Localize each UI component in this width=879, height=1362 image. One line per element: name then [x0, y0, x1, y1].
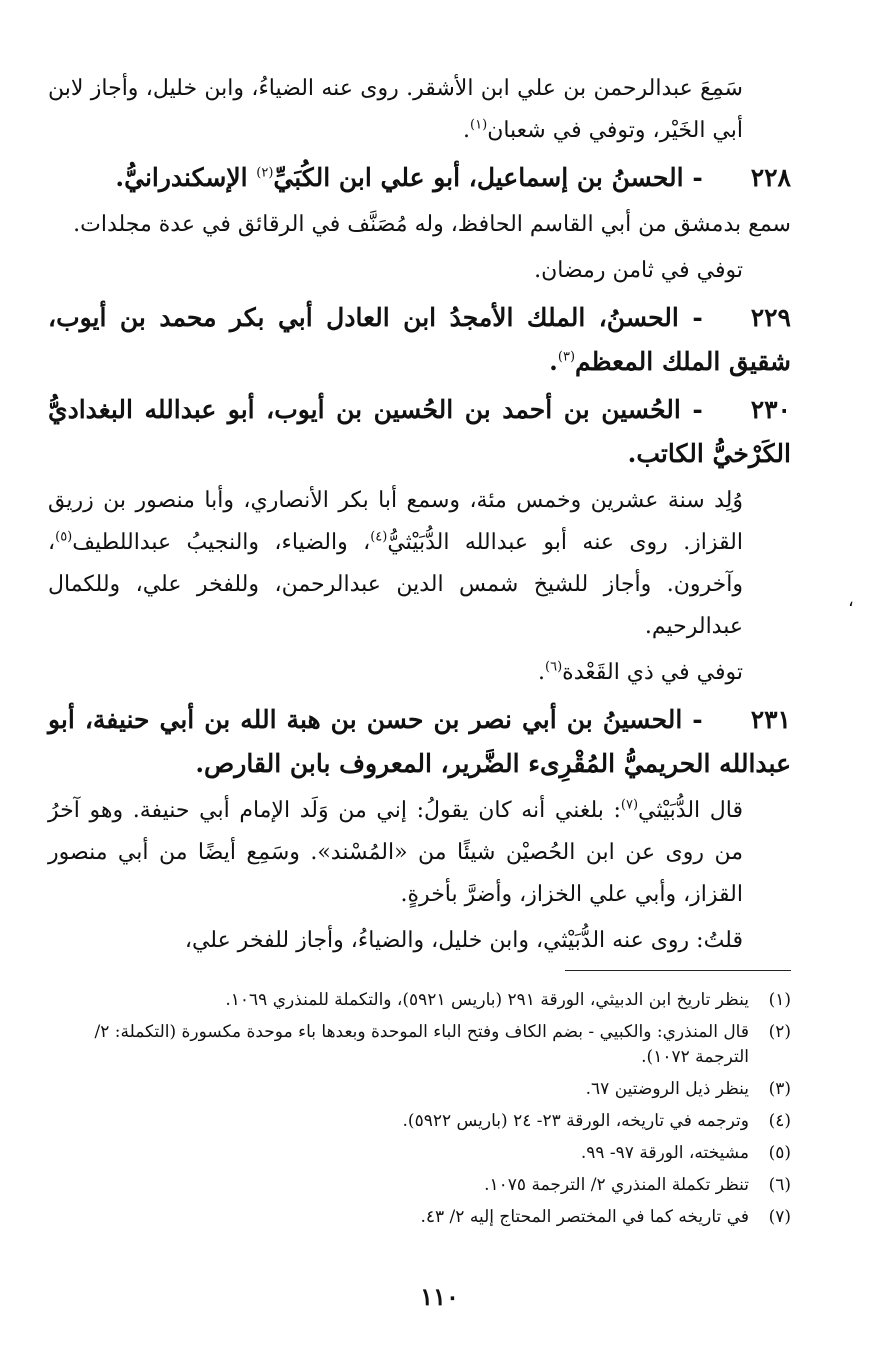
footnote-text: وترجمه في تاريخه، الورقة ٢٣- ٢٤ (باريس ٥٩٢٢).: [402, 1111, 749, 1131]
entry-heading-text: ٢٣٠- الحُسين بن أحمد بن الحُسين بن أيوب، أبو عبدالله البغداديُّ الكَرْخيُّ الكاتب.: [48, 395, 791, 468]
footnotes: [48, 988, 791, 1237]
paragraph: [48, 480, 791, 648]
footnote: [48, 1173, 791, 1198]
entry-heading-228: [48, 156, 791, 200]
footnote-ref[interactable]: (٥): [55, 529, 73, 545]
paragraph-text: ، والضياء، والنجيبُ عبداللطيف: [72, 530, 371, 555]
footnote: [48, 1141, 791, 1166]
entry-heading-text: ٢٣١- الحسينُ بن أبي نصر بن حسن بن هبة الله بن أبي حنيفة، أبو عبدالله الحريميُّ المُقْرِىء الضَّرير، المعروف بابن القارص.: [48, 705, 791, 778]
paragraph: [48, 204, 791, 246]
footnote-number: (٤): [768, 1111, 791, 1131]
footnote-number: (٢): [768, 1022, 791, 1042]
entry-heading-229: [48, 296, 791, 384]
entry-heading-text: الإسكندرانيُّ.: [115, 163, 257, 192]
page-number: ١١٠: [420, 1282, 459, 1311]
entry-heading-text: ٢٢٩- الحسنُ، الملك الأمجدُ ابن العادل أبي بكر محمد بن أيوب، شقيق الملك المعظم: [48, 303, 791, 376]
paragraph: [48, 68, 791, 152]
footnote-text: تنظر تكملة المنذري ٢/ الترجمة ١٠٧٥.: [484, 1175, 749, 1195]
footnote: [48, 988, 791, 1013]
footnote: [48, 1205, 791, 1230]
punct: .: [538, 660, 546, 685]
punct: .: [463, 118, 471, 143]
entry-heading-text: ٢٢٨- الحسنُ بن إسماعيل، أبو علي ابن الكُبَيِّ: [273, 163, 791, 192]
paragraph-text: سَمِعَ عبدالرحمن بن علي ابن الأشقر. روى عنه الضياءُ، وابن خليل، وأجاز لابن أبي الخَيْر، وتوفي في شعبان: [48, 76, 743, 143]
paragraph-text: : بلغني أنه كان يقولُ: إني من وَلَد الإمام أبي حنيفة. وهو آخرُ من روى عن ابن الحُصيْن شيئًا من «المُسْند». وسَمِع أيضًا من أبي منصور القزاز، وأبي علي الخزاز، وأضرَّ بأخرةٍ.: [48, 798, 743, 907]
footnote-divider: [565, 970, 791, 971]
paragraph-text: ، وآخرون. وأجاز للشيخ شمس الدين عبدالرحمن، وللفخر علي، وللكمال عبدالرحيم.: [48, 530, 743, 639]
footnote-text: ينظر ذيل الروضتين ٦٧.: [585, 1079, 749, 1099]
footnote: [48, 1077, 791, 1102]
footnote: [48, 1109, 791, 1134]
footnote-ref[interactable]: (٧): [620, 797, 639, 813]
paragraph-text: وُلِد سنة عشرين وخمس مئة، وسمع أبا بكر الأنصاري، وأبا منصور بن زريق القزاز. روى عنه أبو عبدالله الدُّبَيْثيُّ: [48, 488, 744, 555]
paragraph-text: قال الدُّبَيْثي: [638, 798, 743, 823]
footnote-text: مشيخته، الورقة ٩٧- ٩٩.: [580, 1143, 749, 1163]
footnote-number: (٦): [768, 1175, 791, 1195]
footnote-number: (١): [768, 990, 791, 1010]
paragraph-text: سمع بدمشق من أبي القاسم الحافظ، وله مُصَنَّف في الرقائق في عدة مجلدات.: [73, 212, 791, 237]
entry-heading-231: [48, 698, 791, 786]
main-text: [48, 68, 791, 962]
entry-heading-text: .: [549, 347, 558, 376]
footnote-number: (٥): [768, 1143, 791, 1163]
entry-heading-230: [48, 388, 791, 476]
footnote-ref[interactable]: (١): [470, 117, 488, 133]
paragraph: [48, 920, 791, 962]
paragraph-text: توفي في ثامن رمضان.: [534, 258, 743, 283]
paragraph: [48, 652, 791, 694]
footnote-text: ينظر تاريخ ابن الدبيثي، الورقة ٢٩١ (باريس ٥٩٢١)، والتكملة للمنذري ١٠٦٩.: [225, 990, 749, 1010]
footnote-ref[interactable]: (٦): [545, 659, 563, 675]
footnote-ref[interactable]: (٤): [370, 529, 388, 545]
footnote-text: قال المنذري: والكبيي - بضم الكاف وفتح الباء الموحدة وبعدها باء موحدة مكسورة (التكملة: ٢/ الترجمة ١٠٧٢).: [94, 1022, 749, 1067]
footnote-number: (٣): [768, 1079, 791, 1099]
footnote-ref[interactable]: (٢): [256, 165, 274, 181]
footnote-ref[interactable]: (٣): [557, 349, 576, 365]
paragraph: [48, 790, 791, 916]
paragraph-text: توفي في ذي القَعْدة: [562, 660, 743, 685]
paragraph-text: قلتُ: روى عنه الدُّبَيْثي، وابن خليل، والضياءُ، وأجاز للفخر علي،: [184, 928, 743, 953]
paragraph: [48, 250, 791, 292]
margin-mark: ،: [848, 590, 854, 611]
footnote: [48, 1020, 791, 1070]
footnote-text: في تاريخه كما في المختصر المحتاج إليه ٢/ ٤٣.: [420, 1207, 749, 1227]
footnote-number: (٧): [768, 1207, 791, 1227]
